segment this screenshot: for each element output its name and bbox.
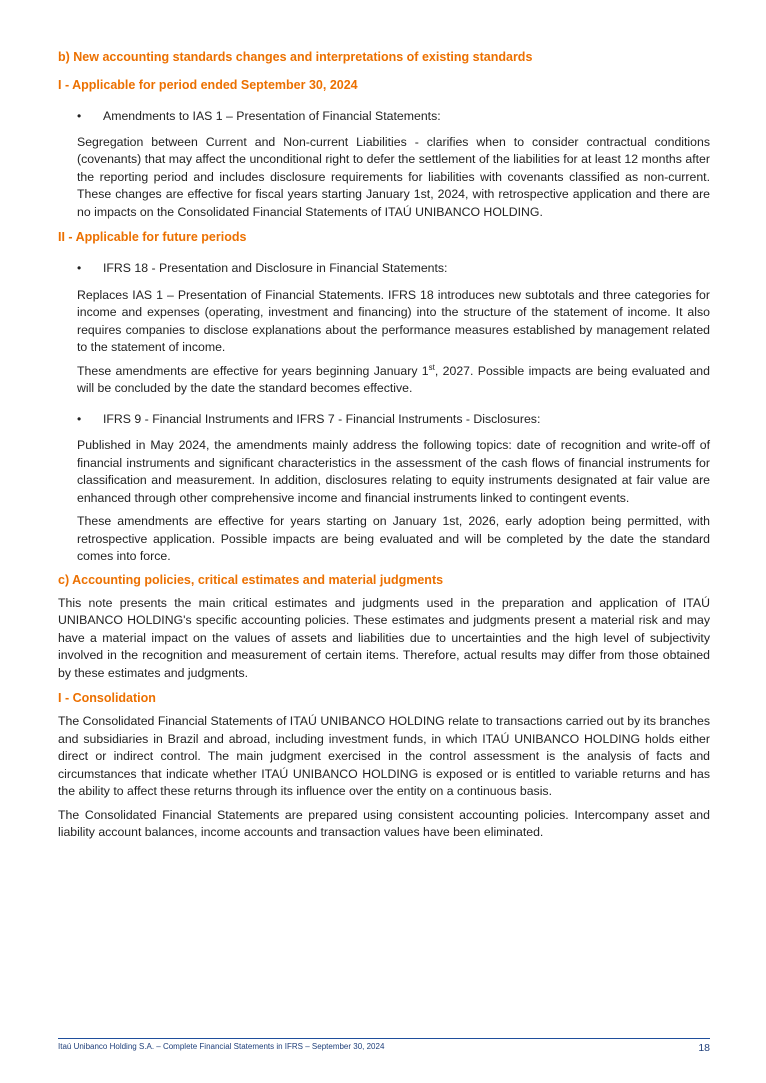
bullet-dot: • (77, 109, 82, 123)
ordinal-superscript: st (428, 362, 435, 372)
bullet-ifrs18 (58, 260, 710, 278)
paragraph-ifrs18-effective (58, 363, 710, 398)
paragraph-consolidation: The Consolidated Financial Statements of ITAÚ UNIBANCO HOLDING relate to transactions carried out by its branches and subsidiaries in Brazil and abroad, including investment funds, in which ITAÚ UNIBANCO HOLDING holds either direct or indirect control. The main judgment exercised in the control assessment is the analysis of facts and circumstances that indicate whether ITAÚ UNIBANCO HOLDING is exposed or is entitled to variable returns and has the ability to affect these returns through its influence over the entity on a continuous basis. (58, 714, 710, 798)
bullet-ifrs9 (58, 411, 710, 429)
bullet-text: Amendments to IAS 1 – Presentation of Financial Statements: (103, 109, 441, 123)
paragraph-ifrs9-effective: These amendments are effective for years starting on January 1st, 2026, early adoption being permitted, with retrospective application. Possible impacts are being evaluated and will be completed by the date the standard comes into force. (77, 514, 710, 563)
paragraph-section-c-intro: This note presents the main critical estimates and judgments used in the preparation and application of ITAÚ UNIBANCO HOLDING's specific accounting policies. These estimates and judgments present a material risk and may have a material impact on the values of assets and liabilities due to uncertainties and the high level of subjectivity involved in the recognition and measurement of certain items. Therefore, actual results may differ from those obtained by these estimates and judgments. (58, 595, 710, 680)
paragraph-ifrs9: Published in May 2024, the amendments mainly address the following topics: date of recognition and write-off of financial instruments and significant characteristics in the assessment of the cash flows of financial instruments for classification and measurement. In addition, disclosures relating to equity instruments designated at fair value are enhanced through other comprehensive income and financial instruments linked to contingent events. (77, 438, 710, 505)
section-b-heading: b) New accounting standards changes and interpretations of existing standards (58, 50, 533, 64)
section-b-part1-heading: I - Applicable for period ended September 30, 2024 (58, 78, 358, 92)
text-part: , 2027. Possible impacts are being evaluated and will be concluded by the date the standard becomes effective. (77, 363, 710, 395)
paragraph-ias1: Segregation between Current and Non-current Liabilities - clarifies when to consider contractual conditions (covenants) that may affect the unconditional right to defer the settlement of the liabilities for at least 12 months after the reporting period and includes disclosure requirements for liabilities with covenants classified as non-current. These changes are effective for fiscal years starting January 1st, 2024, with retrospective application and there are no impacts on the Consolidated Financial Statements of ITAÚ UNIBANCO HOLDING. (77, 134, 710, 219)
section-b-part2-heading: II - Applicable for future periods (58, 230, 247, 244)
bullet-text: IFRS 9 - Financial Instruments and IFRS 7 - Financial Instruments - Disclosures: (103, 411, 541, 426)
bullet-dot: • (77, 411, 82, 426)
paragraph-consolidation-policies: The Consolidated Financial Statements are prepared using consistent accounting policies. Intercompany asset and liability account balances, income accounts and transaction values have been eliminated. (58, 807, 710, 839)
footer-title: Itaú Unibanco Holding S.A. – Complete Financial Statements in IFRS – September 30, 2024 (58, 1042, 385, 1051)
paragraph-ifrs18: Replaces IAS 1 – Presentation of Financial Statements. IFRS 18 introduces new subtotals and three categories for income and expenses (operating, investment and financing) into the structure of the statement of income. It also requires companies to disclose explanations about the performance measures established by management related to the statement of income. (77, 287, 710, 354)
bullet-ias1 (58, 108, 710, 126)
bullet-text: IFRS 18 - Presentation and Disclosure in Financial Statements: (103, 261, 448, 275)
document-page (58, 46, 710, 842)
text-part: These amendments are effective for years beginning January 1 (77, 363, 429, 378)
page-number: 18 (698, 1042, 710, 1054)
bullet-dot: • (77, 261, 82, 275)
section-c-heading: c) Accounting policies, critical estimates and material judgments (58, 572, 444, 587)
consolidation-heading: I - Consolidation (58, 691, 156, 705)
footer-rule (58, 1038, 710, 1039)
